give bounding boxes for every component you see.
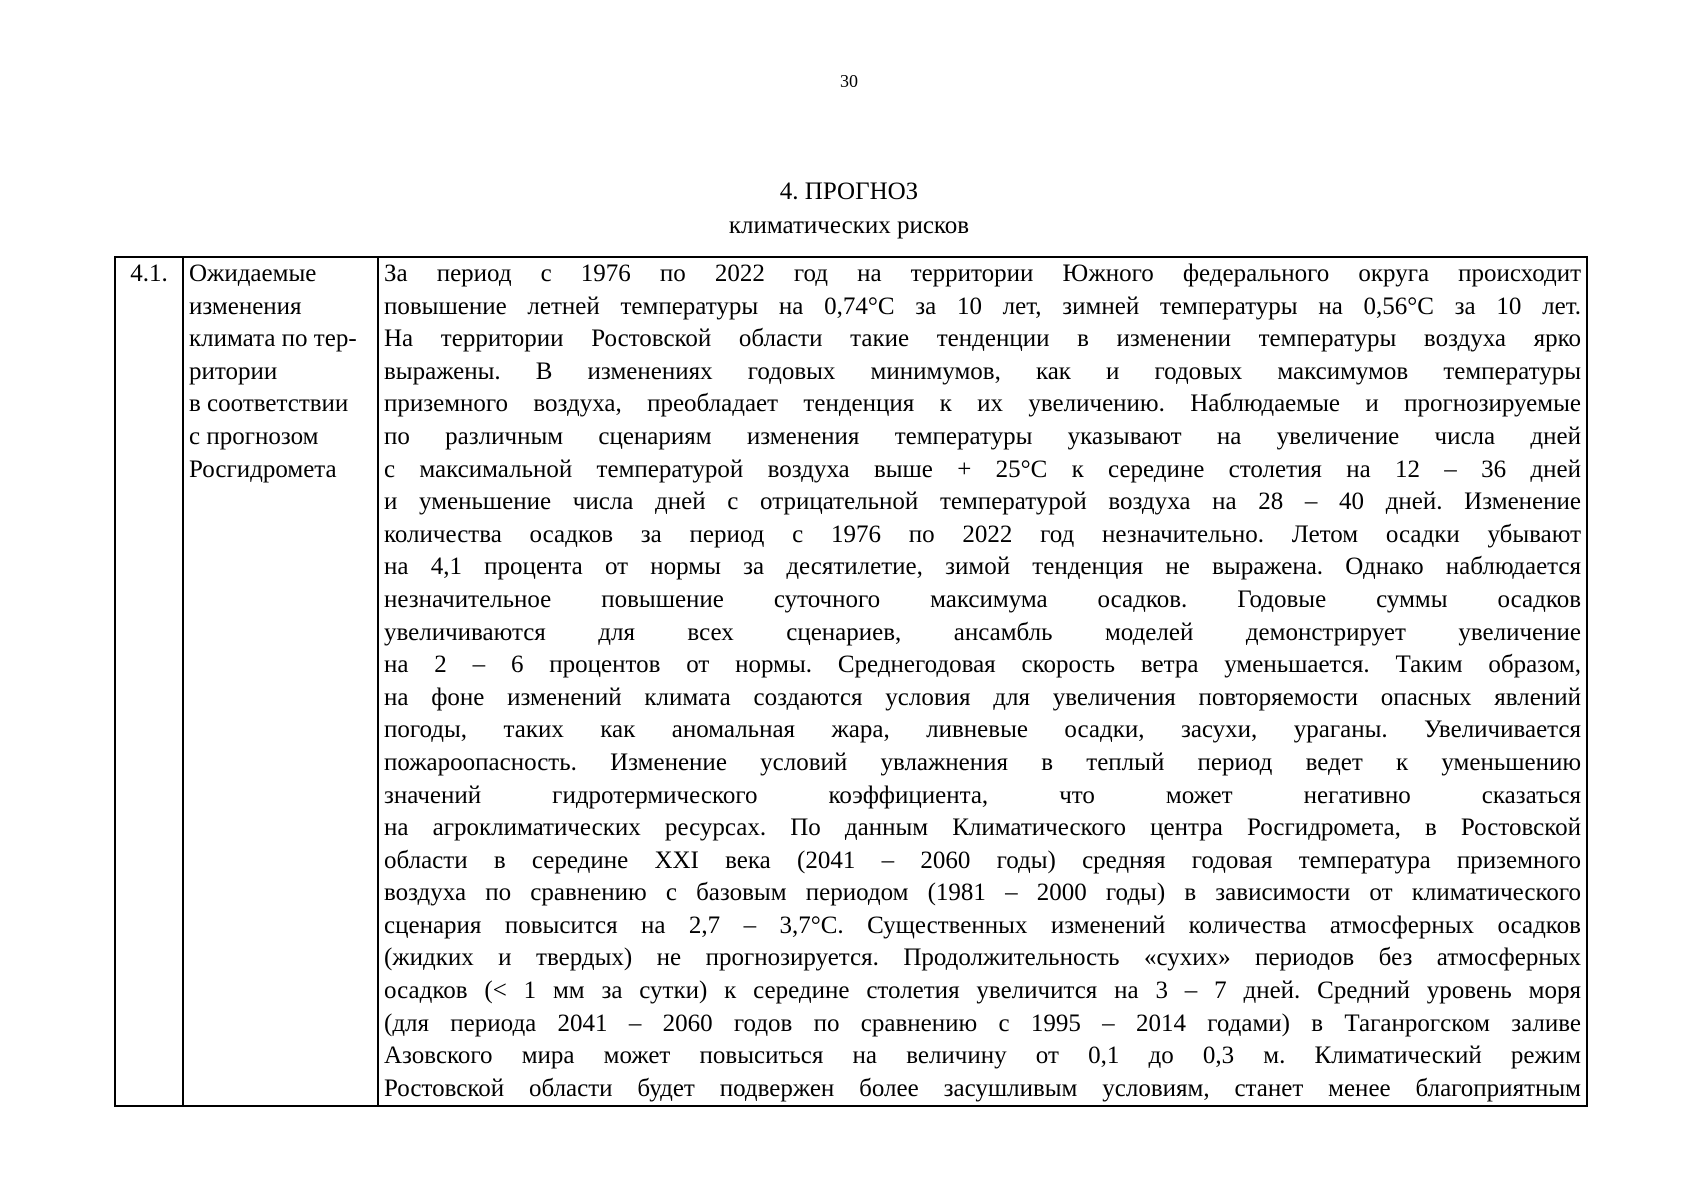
description-line: выражены. В изменениях годовых минимумов, как и годовых максимумов температуры: [384, 357, 1581, 385]
description-line: на агроклиматических ресурсах. По данным Климатического центра Росгидромета, в Ростовской: [384, 814, 1581, 842]
description-line: с максимальной температурой воздуха выше + 25°С к середине столетия на 12 – 36 дней: [384, 455, 1581, 483]
description-line: увеличиваются для всех сценариев, ансамбль моделей демонстрирует увеличение: [384, 618, 1581, 646]
description-line: На территории Ростовской области такие тенденции в изменении температуры воздуха ярко: [384, 325, 1581, 353]
description-line: сценария повысится на 2,7 – 3,7°С. Существенных изменений количества атмосферных осадков: [384, 911, 1581, 939]
description-line: по различным сценариям изменения температуры указывают на увеличение числа дней: [384, 422, 1581, 450]
description-line: (для периода 2041 – 2060 годов по сравнению с 1995 – 2014 годами) в Таганрогском заливе: [384, 1009, 1581, 1037]
page-number: 30: [840, 71, 858, 91]
section-heading: 4. ПРОГНОЗ: [779, 178, 919, 205]
description-line: области в середине XXI века (2041 – 2060 годы) средняя годовая температура приземного: [384, 846, 1581, 874]
row-number-cell: [115, 257, 183, 1106]
description-line: приземного воздуха, преобладает тенденция к их увеличению. Наблюдаемые и прогнозируемые: [384, 390, 1581, 418]
description-line: Азовского мира может повыситься на величину от 0,1 до 0,3 м. Климатический режим: [384, 1042, 1581, 1070]
description-line: воздуха по сравнению с базовым периодом (1981 – 2000 годы) в зависимости от климатического: [384, 879, 1581, 907]
table-row: [115, 257, 1587, 1106]
row-label-line: Ожидаемые: [189, 260, 317, 287]
description-line: на 2 – 6 процентов от нормы. Среднегодовая скорость ветра уменьшается. Таким образом,: [384, 651, 1581, 679]
row-label-line: изменения: [189, 292, 302, 320]
row-label-line: климата по тер-: [189, 325, 357, 353]
description-line: погоды, таких как аномальная жара, ливневые осадки, засухи, ураганы. Увеличивается: [384, 716, 1581, 744]
description-line: (жидких и твердых) не прогнозируется. Продолжительность «сухих» периодов без атмосферных: [384, 944, 1581, 972]
description-line: осадков (< 1 мм за сутки) к середине столетия увеличится на 3 – 7 дней. Средний уровень моря: [384, 977, 1581, 1005]
row-label-cell: [183, 257, 378, 1106]
description-line: пожароопасность. Изменение условий увлажнения в теплый период ведет к уменьшению: [384, 748, 1581, 776]
description-line: незначительное повышение суточного максимума осадков. Годовые суммы осадков: [384, 585, 1581, 613]
row-label-line: ритории: [189, 357, 278, 385]
section-subheading: климатических рисков: [728, 212, 970, 239]
row-description-cell: [378, 257, 1587, 1106]
description-line: и уменьшение числа дней с отрицательной температурой воздуха на 28 – 40 дней. Изменение: [384, 488, 1581, 516]
description-line: повышение летней температуры на 0,74°С за 10 лет, зимней температуры на 0,56°С за 10 лет.: [384, 292, 1581, 320]
description-line: на фоне изменений климата создаются условия для увеличения повторяемости опасных явлений: [384, 683, 1581, 711]
description-line: За период с 1976 по 2022 год на территории Южного федерального округа происходит: [384, 260, 1581, 287]
row-label-line: с прогнозом: [189, 422, 319, 450]
forecast-table: [114, 256, 1588, 1107]
row-label-line: в соответствии: [189, 390, 349, 418]
row-label-line: Росгидромета: [189, 455, 337, 483]
description-line: значений гидротермического коэффициента, что может негативно сказаться: [384, 781, 1581, 809]
description-line: Ростовской области будет подвержен более засушливым условиям, станет менее благоприятным: [384, 1074, 1581, 1102]
description-line: количества осадков за период с 1976 по 2022 год незначительно. Летом осадки убывают: [384, 520, 1581, 548]
description-line: на 4,1 процента от нормы за десятилетие, зимой тенденция не выражена. Однако наблюдается: [384, 553, 1581, 581]
row-number: 4.1.: [130, 260, 168, 287]
